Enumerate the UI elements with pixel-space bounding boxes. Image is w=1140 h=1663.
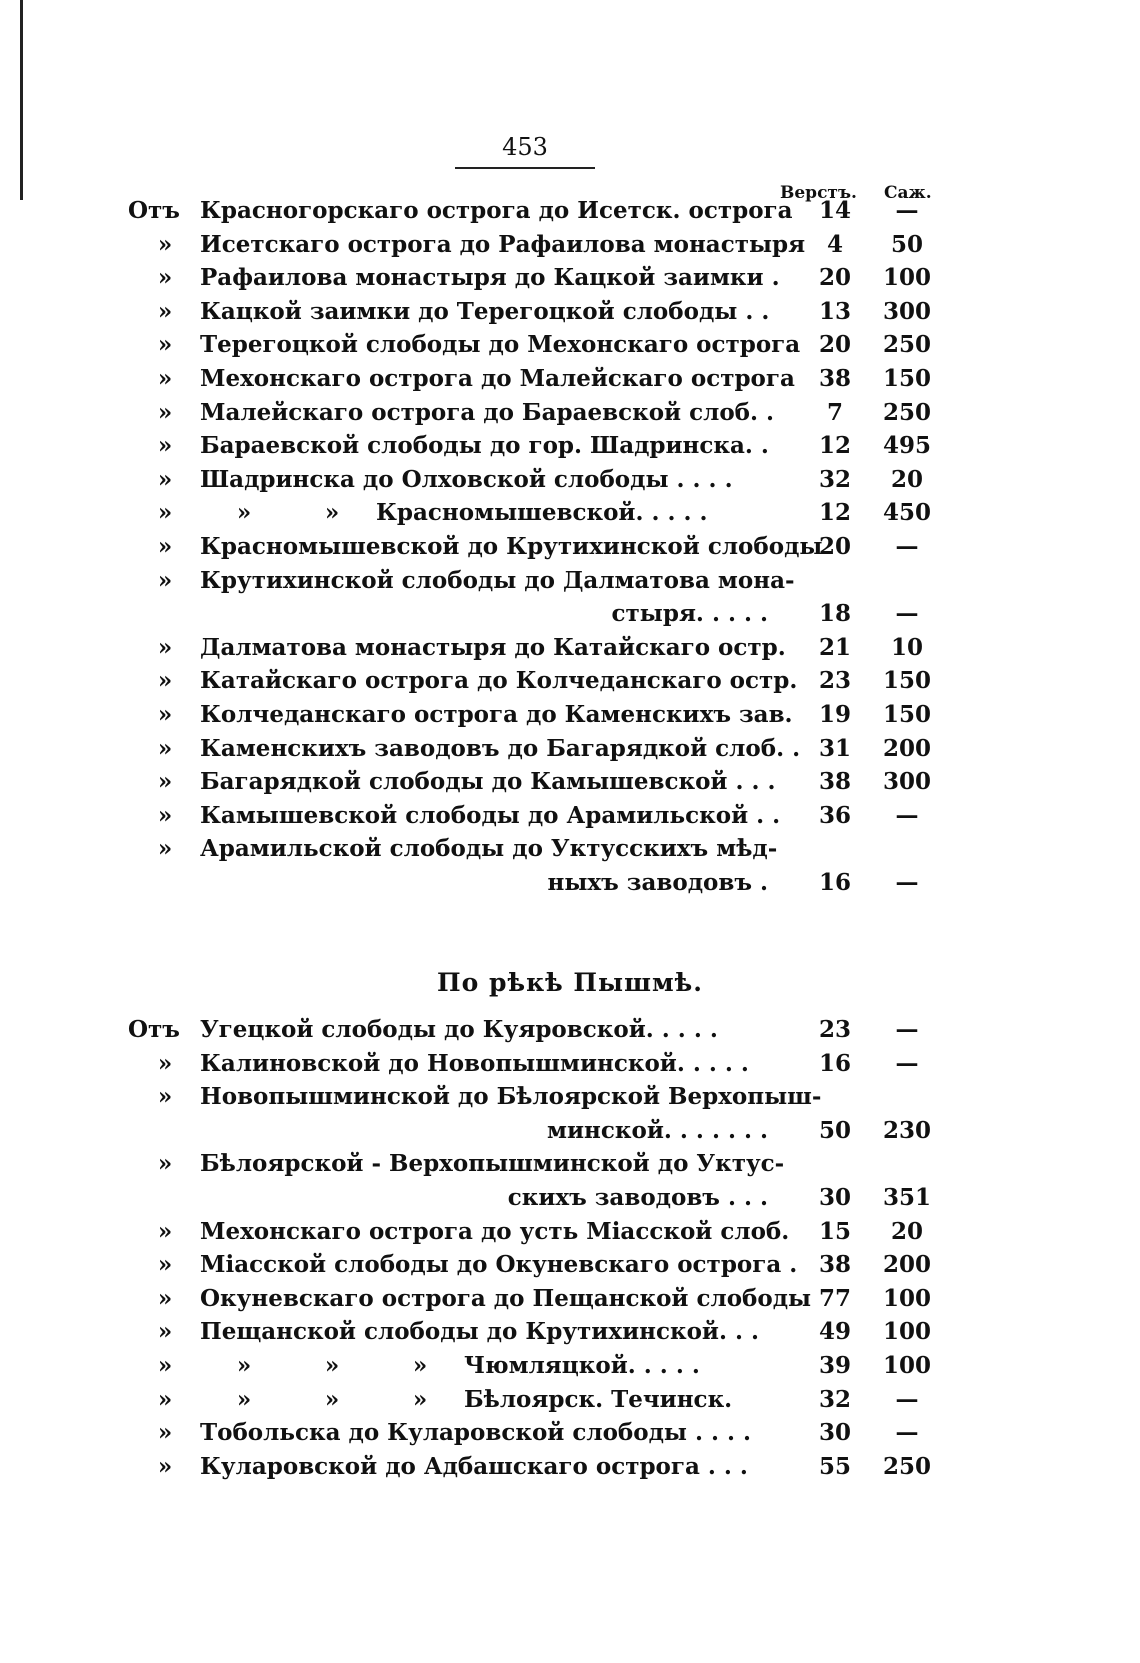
route-text <box>200 1416 768 1450</box>
row-lead-mark: » <box>157 331 173 359</box>
table-row <box>0 1181 1140 1215</box>
table-row <box>0 732 1140 766</box>
route-description: Каменскихъ заводовъ до Багарядкой слоб. . <box>200 734 801 762</box>
row-lead-mark: » <box>157 1049 173 1077</box>
row-lead-mark: » <box>157 1284 173 1312</box>
route-description: Тобольска до Куларовской слободы . . . . <box>200 1419 752 1447</box>
table-row <box>0 1315 1140 1349</box>
route-description: Арамильской слободы до Уктусскихъ мѣд- <box>200 835 778 863</box>
route-description: Терегоцкой слободы до Мехонскаго острога <box>200 331 801 359</box>
row-lead-mark: » <box>157 667 173 695</box>
sazh-value: 495 <box>882 432 931 460</box>
table-row <box>0 765 1140 799</box>
table-row <box>0 1080 1140 1114</box>
route-description: скихъ заводовъ . . . <box>507 1184 768 1211</box>
verst-value: 4 <box>826 230 843 258</box>
route-text <box>200 1080 822 1114</box>
verst-value: 32 <box>818 1385 851 1413</box>
verst-value: 77 <box>818 1284 851 1312</box>
verst-value: 31 <box>818 734 851 762</box>
route-text <box>200 597 768 631</box>
row-lead-mark: » <box>157 566 173 594</box>
verst-value: 38 <box>818 365 851 392</box>
ditto-mark: » <box>412 1385 428 1413</box>
verst-value: 38 <box>818 1251 851 1279</box>
ditto-mark: » <box>324 1352 340 1379</box>
verst-value: 20 <box>818 533 851 560</box>
route-description: Мехонскаго острога до Малейскаго острога <box>200 365 795 392</box>
row-lead-mark: » <box>157 1385 173 1413</box>
sazh-value: 150 <box>882 701 931 728</box>
route-description: Угецкой слободы до Куяровской. . . . . <box>200 1016 718 1043</box>
row-lead-mark: » <box>157 297 173 325</box>
route-text <box>200 631 786 665</box>
route-text <box>200 463 768 497</box>
route-text <box>200 866 768 900</box>
table-row <box>0 1047 1140 1081</box>
sazh-value: — <box>895 533 919 560</box>
row-lead-mark: » <box>157 533 173 560</box>
verst-value: 7 <box>826 398 843 426</box>
column-header-verst: Верстъ. <box>780 183 857 203</box>
verst-value: 49 <box>818 1318 851 1346</box>
verst-value: 16 <box>818 869 851 896</box>
table-row <box>0 496 1140 530</box>
route-description: Красномышевской до Крутихинской слободы <box>200 533 823 560</box>
row-lead-mark: Отъ <box>128 197 180 224</box>
table-row <box>0 866 1140 900</box>
route-description: ныхъ заводовъ . <box>547 869 768 896</box>
table-row <box>0 1248 1140 1282</box>
sazh-value: 100 <box>882 1352 931 1379</box>
route-description: Далматова монастыря до Катайскаго остр. <box>200 633 786 661</box>
route-text <box>200 832 778 866</box>
verst-value: 15 <box>818 1217 851 1245</box>
route-text <box>200 1215 790 1249</box>
route-text <box>200 1383 768 1417</box>
ditto-mark: » <box>236 1385 252 1413</box>
route-text <box>200 1114 768 1148</box>
table-row <box>0 396 1140 430</box>
row-lead-mark: » <box>157 1352 173 1379</box>
route-description: Калиновской до Новопышминской. . . . . <box>200 1049 749 1077</box>
route-text <box>200 362 795 396</box>
route-description: минской. . . . . . . <box>547 1116 768 1144</box>
route-description: Багарядкой слободы до Камышевской . . . <box>200 768 776 796</box>
route-description: Красногорскаго острога до Исетск. острога <box>200 197 793 224</box>
sazh-value: 150 <box>882 667 931 695</box>
sazh-value: — <box>895 1385 919 1413</box>
table-row <box>0 261 1140 295</box>
row-lead-mark: Отъ <box>128 1016 180 1043</box>
route-text <box>200 429 768 463</box>
verst-value: 20 <box>818 264 851 292</box>
verst-value: 16 <box>818 1049 851 1077</box>
verst-value: 23 <box>818 1016 851 1043</box>
route-text <box>200 1047 768 1081</box>
row-lead-mark: » <box>157 1217 173 1245</box>
route-description: Катайскаго острога до Колчеданскаго остр. <box>200 667 798 695</box>
table-row <box>0 463 1140 497</box>
ditto-mark: » <box>324 1385 340 1413</box>
verst-value: 30 <box>818 1184 851 1211</box>
route-text <box>200 496 768 530</box>
ditto-mark: » <box>236 1352 252 1379</box>
table-row <box>0 631 1140 665</box>
route-text <box>200 698 793 732</box>
sazh-value: 100 <box>882 264 931 292</box>
verst-value: 30 <box>818 1419 851 1447</box>
route-description: Чюмляцкой. . . . . <box>464 1352 700 1379</box>
route-text <box>200 765 776 799</box>
sazh-value: — <box>895 600 919 628</box>
table-row <box>0 799 1140 833</box>
table-row <box>0 564 1140 598</box>
row-lead-mark: » <box>157 1150 173 1178</box>
route-description: Колчеданскаго острога до Каменскихъ зав. <box>200 701 793 728</box>
table-row <box>0 429 1140 463</box>
row-lead-mark: » <box>157 230 173 258</box>
table-row <box>0 664 1140 698</box>
route-text <box>200 664 798 698</box>
table-row <box>0 228 1140 262</box>
verst-value: 12 <box>818 499 851 527</box>
route-text <box>200 1181 768 1215</box>
route-description: Шадринска до Олховской слободы . . . . <box>200 465 733 493</box>
sazh-value: 300 <box>882 297 931 325</box>
table-row <box>0 832 1140 866</box>
route-text <box>200 1147 785 1181</box>
verst-value: 55 <box>818 1452 851 1480</box>
route-description: Красномышевской. . . . . <box>376 499 708 527</box>
sazh-value: 20 <box>890 465 923 493</box>
sazh-value: 450 <box>882 499 931 527</box>
verst-value: 36 <box>818 801 851 829</box>
sazh-value: 351 <box>882 1184 931 1211</box>
route-text <box>200 564 795 598</box>
row-lead-mark: » <box>157 768 173 796</box>
sazh-value: 250 <box>882 398 931 426</box>
table-row <box>0 530 1140 564</box>
route-description: Бѣлоярск. Течинск. <box>464 1385 733 1413</box>
route-text <box>200 194 793 228</box>
table-row <box>0 597 1140 631</box>
verst-value: 50 <box>818 1116 851 1144</box>
route-text <box>200 1349 768 1383</box>
page-number: 453 <box>502 133 548 161</box>
row-lead-mark: » <box>157 1318 173 1346</box>
verst-value: 32 <box>818 465 851 493</box>
route-description: Кацкой заимки до Терегоцкой слободы . . <box>200 297 770 325</box>
table-row <box>0 1349 1140 1383</box>
row-lead-mark: » <box>157 1083 173 1111</box>
table-row <box>0 1416 1140 1450</box>
sazh-value: 200 <box>882 734 931 762</box>
table-row <box>0 328 1140 362</box>
verst-value: 21 <box>818 633 851 661</box>
table-row <box>0 1383 1140 1417</box>
verst-value: 20 <box>818 331 851 359</box>
row-lead-mark: » <box>157 1452 173 1480</box>
verst-value: 18 <box>818 600 851 628</box>
route-text <box>200 732 801 766</box>
route-description: Камышевской слободы до Арамильской . . <box>200 801 781 829</box>
verst-value: 23 <box>818 667 851 695</box>
route-text <box>200 530 823 564</box>
row-lead-mark: » <box>157 499 173 527</box>
sazh-value: 230 <box>882 1116 931 1144</box>
table-row <box>0 295 1140 329</box>
row-lead-mark: » <box>157 432 173 460</box>
route-text <box>200 1315 768 1349</box>
sazh-value: 200 <box>882 1251 931 1279</box>
route-text <box>200 328 801 362</box>
route-description: Бараевской слободы до гор. Шадринска. . <box>200 432 769 460</box>
section-heading-pyshma: По рѣкѣ Пышмѣ. <box>437 968 703 997</box>
sazh-value: — <box>895 197 919 224</box>
sazh-value: — <box>895 869 919 896</box>
route-description: Бѣлоярской - Верхопышминской до Уктус- <box>200 1150 785 1178</box>
route-description: Міасской слободы до Окуневскаго острога . <box>200 1251 798 1279</box>
ditto-mark: » <box>236 499 252 527</box>
table-row <box>0 1114 1140 1148</box>
route-text <box>200 1282 812 1316</box>
route-description: стыря. . . . . <box>611 600 768 628</box>
route-description: Рафаилова монастыря до Кацкой заимки . <box>200 264 780 292</box>
sazh-value: 10 <box>890 633 923 661</box>
sazh-value: — <box>895 1049 919 1077</box>
sazh-value: 250 <box>882 331 931 359</box>
row-lead-mark: » <box>157 1251 173 1279</box>
verst-value: 12 <box>818 432 851 460</box>
verst-value: 14 <box>818 197 851 224</box>
route-text <box>200 1450 768 1484</box>
route-text <box>200 1013 768 1047</box>
route-text <box>200 295 768 329</box>
row-lead-mark: » <box>157 801 173 829</box>
route-description: Пещанской слободы до Крутихинской. . . <box>200 1318 760 1346</box>
route-text <box>200 396 775 430</box>
route-description: Окуневскаго острога до Пещанской слободы <box>200 1284 812 1312</box>
route-description: Мехонскаго острога до усть Міасской слоб. <box>200 1217 790 1245</box>
sazh-value: — <box>895 1016 919 1043</box>
column-header-sazh: Саж. <box>884 183 932 203</box>
sazh-value: 50 <box>890 230 923 258</box>
route-description: Малейскаго острога до Бараевской слоб. . <box>200 398 775 426</box>
row-lead-mark: » <box>157 835 173 863</box>
route-description: Исетскаго острога до Рафаилова монастыря <box>200 230 806 258</box>
table-row <box>0 1147 1140 1181</box>
sazh-value: 100 <box>882 1318 931 1346</box>
route-text <box>200 1248 798 1282</box>
row-lead-mark: » <box>157 1419 173 1447</box>
table-row <box>0 1282 1140 1316</box>
verst-value: 39 <box>818 1352 851 1379</box>
row-lead-mark: » <box>157 701 173 728</box>
table-row <box>0 1450 1140 1484</box>
route-text <box>200 228 806 262</box>
row-lead-mark: » <box>157 264 173 292</box>
verst-value: 38 <box>818 768 851 796</box>
row-lead-mark: » <box>157 398 173 426</box>
table-row <box>0 362 1140 396</box>
table-row <box>0 194 1140 228</box>
verst-value: 19 <box>818 701 851 728</box>
ditto-mark: » <box>324 499 340 527</box>
table-row <box>0 1215 1140 1249</box>
sazh-value: 20 <box>890 1217 923 1245</box>
sazh-value: 250 <box>882 1452 931 1480</box>
sazh-value: 300 <box>882 768 931 796</box>
sazh-value: — <box>895 801 919 829</box>
page-number-rule <box>455 167 595 169</box>
row-lead-mark: » <box>157 465 173 493</box>
ditto-mark: » <box>412 1352 428 1379</box>
row-lead-mark: » <box>157 365 173 392</box>
route-description: Куларовской до Адбашскаго острога . . . <box>200 1452 748 1480</box>
table-row <box>0 1013 1140 1047</box>
route-description: Крутихинской слободы до Далматова мона- <box>200 566 795 594</box>
sazh-value: 150 <box>882 365 931 392</box>
table-row <box>0 698 1140 732</box>
route-text <box>200 261 780 295</box>
sazh-value: — <box>895 1419 919 1447</box>
row-lead-mark: » <box>157 734 173 762</box>
route-text <box>200 799 781 833</box>
row-lead-mark: » <box>157 633 173 661</box>
route-description: Новопышминской до Бѣлоярской Верхопыш- <box>200 1083 822 1111</box>
verst-value: 13 <box>818 297 851 325</box>
sazh-value: 100 <box>882 1284 931 1312</box>
